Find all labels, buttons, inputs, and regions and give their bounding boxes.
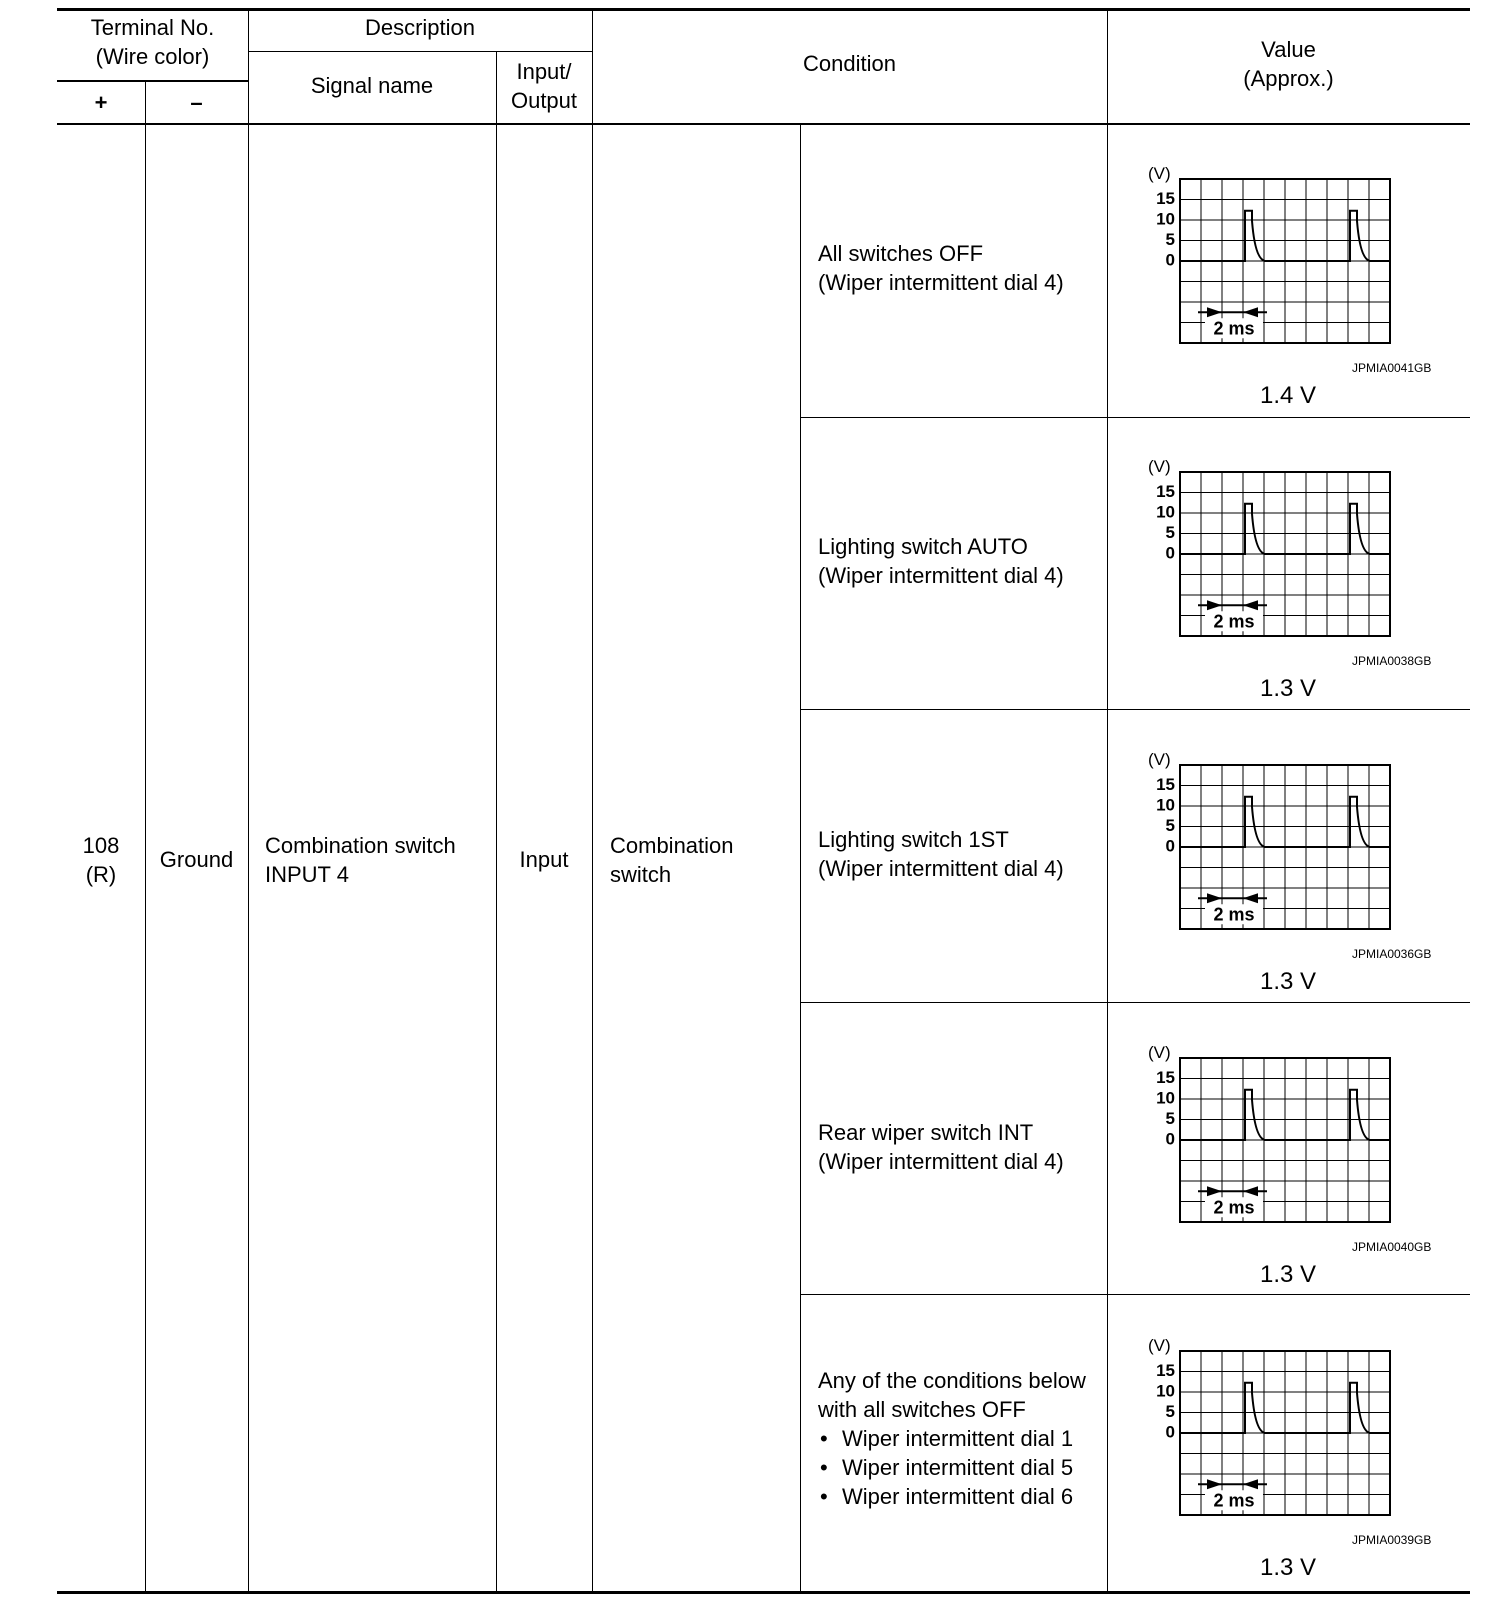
header-terminal-no: Terminal No. <box>90 15 215 40</box>
condition-1-line2: (Wiper intermittent dial 4) <box>818 270 1064 295</box>
scope-y-tick: 5 <box>1165 523 1175 542</box>
header-wire-color: (Wire color) <box>95 44 210 69</box>
header-bottom-border <box>57 123 1470 125</box>
scope-svg <box>1140 165 1470 365</box>
signal-name-line2: INPUT 4 <box>265 862 349 887</box>
time-arrow-right <box>1207 307 1222 317</box>
terminal-minus: Ground <box>159 847 234 872</box>
scope-y-tick: 0 <box>1165 1129 1175 1149</box>
input-output-value: Input <box>519 847 569 872</box>
condition-group-line2: switch <box>610 862 672 887</box>
figure-id-4: JPMIA0040GB <box>1352 1240 1432 1254</box>
time-scale-label: 2 ms <box>1213 611 1255 632</box>
scope-unit-label: (V) <box>1148 458 1171 476</box>
condition-2-line2: (Wiper intermittent dial 4) <box>818 563 1064 588</box>
condition-5-bullets <box>818 1424 1073 1511</box>
figure-id-5: JPMIA0039GB <box>1352 1533 1432 1547</box>
scope-unit-label: (V) <box>1148 165 1171 183</box>
value-2: 1.3 V <box>1259 675 1317 702</box>
header-input-output-line1: Input/ <box>516 59 572 84</box>
scope-unit-label: (V) <box>1148 751 1171 769</box>
scope-y-tick: 15 <box>1156 775 1175 794</box>
scope-svg <box>1140 1337 1470 1537</box>
time-scale-label: 2 ms <box>1213 318 1255 339</box>
scope-y-tick: 10 <box>1156 502 1175 522</box>
value-3: 1.3 V <box>1259 968 1317 995</box>
scope-unit-label: (V) <box>1148 1044 1171 1062</box>
scope-svg <box>1140 1044 1470 1244</box>
terminal-plus-wire-color: (R) <box>85 862 117 887</box>
time-arrow-left <box>1243 1479 1258 1489</box>
header-minus: – <box>190 90 203 115</box>
col-divider-io-condition <box>592 9 593 1591</box>
condition-5-line2: with all switches OFF <box>818 1397 1026 1422</box>
scope-y-tick: 5 <box>1165 1109 1175 1128</box>
scope-y-tick: 10 <box>1156 1381 1175 1401</box>
header-divider-description <box>248 51 592 52</box>
condition-5-bullet-3: • Wiper intermittent dial 6 <box>818 1482 1073 1511</box>
scope-y-tick: 10 <box>1156 1088 1175 1108</box>
scope-y-tick: 5 <box>1165 1402 1175 1421</box>
condition-2-line1: Lighting switch AUTO <box>818 534 1028 559</box>
header-value-line1: Value <box>1261 37 1316 62</box>
header-description: Description <box>364 15 476 40</box>
condition-group-line1: Combination <box>610 833 734 858</box>
scope-y-tick: 0 <box>1165 836 1175 856</box>
scope-svg <box>1140 751 1470 951</box>
col-divider-condition-sub <box>800 124 801 1591</box>
time-scale-label: 2 ms <box>1213 904 1255 925</box>
header-plus: + <box>94 90 108 115</box>
header-input-output-line2: Output <box>510 88 578 113</box>
condition-4-line2: (Wiper intermittent dial 4) <box>818 1149 1064 1174</box>
time-arrow-left <box>1243 1186 1258 1196</box>
figure-id-3: JPMIA0036GB <box>1352 947 1432 961</box>
table-top-border <box>57 8 1470 11</box>
scope-y-tick: 15 <box>1156 1068 1175 1087</box>
col-divider-condition-value <box>1107 9 1108 1591</box>
header-condition: Condition <box>803 51 896 76</box>
condition-5-line1: Any of the conditions below <box>818 1368 1086 1393</box>
scope-y-tick: 5 <box>1165 816 1175 835</box>
scope-y-tick: 10 <box>1156 795 1175 815</box>
figure-id-2: JPMIA0038GB <box>1352 654 1432 668</box>
value-4: 1.3 V <box>1259 1261 1317 1288</box>
time-arrow-right <box>1207 1186 1222 1196</box>
condition-5-bullet-1: • Wiper intermittent dial 1 <box>818 1424 1073 1453</box>
time-scale-label: 2 ms <box>1213 1197 1255 1218</box>
scope-y-tick: 10 <box>1156 209 1175 229</box>
col-divider-signal-io <box>496 51 497 1591</box>
scope-y-tick: 0 <box>1165 543 1175 563</box>
condition-1-line1: All switches OFF <box>818 241 984 266</box>
scope-y-tick: 15 <box>1156 1361 1175 1380</box>
scope-y-tick: 5 <box>1165 230 1175 249</box>
time-arrow-left <box>1243 893 1258 903</box>
scope-y-tick: 15 <box>1156 189 1175 208</box>
time-arrow-right <box>1207 893 1222 903</box>
condition-3-line2: (Wiper intermittent dial 4) <box>818 856 1064 881</box>
scope-y-tick: 0 <box>1165 250 1175 270</box>
time-scale-label: 2 ms <box>1213 1490 1255 1511</box>
signal-name-line1: Combination switch <box>265 833 456 858</box>
time-arrow-left <box>1243 600 1258 610</box>
header-value-line2: (Approx.) <box>1243 66 1334 91</box>
scope-y-tick: 0 <box>1165 1422 1175 1442</box>
col-divider-minus-signal <box>248 9 249 1591</box>
scope-y-tick: 15 <box>1156 482 1175 501</box>
condition-3-line1: Lighting switch 1ST <box>818 827 1009 852</box>
scope-svg <box>1140 458 1470 658</box>
time-arrow-left <box>1243 307 1258 317</box>
figure-id-1: JPMIA0041GB <box>1352 361 1432 375</box>
condition-5-bullet-2: • Wiper intermittent dial 5 <box>818 1453 1073 1482</box>
header-signal-name: Signal name <box>310 73 434 98</box>
header-divider-terminal <box>57 80 248 82</box>
time-arrow-right <box>1207 600 1222 610</box>
value-5: 1.3 V <box>1259 1554 1317 1581</box>
terminal-plus-number: 108 <box>82 833 120 858</box>
scope-unit-label: (V) <box>1148 1337 1171 1355</box>
condition-4-line1: Rear wiper switch INT <box>818 1120 1034 1145</box>
col-divider-plus-minus <box>145 82 146 1591</box>
value-1: 1.4 V <box>1259 382 1317 409</box>
time-arrow-right <box>1207 1479 1222 1489</box>
